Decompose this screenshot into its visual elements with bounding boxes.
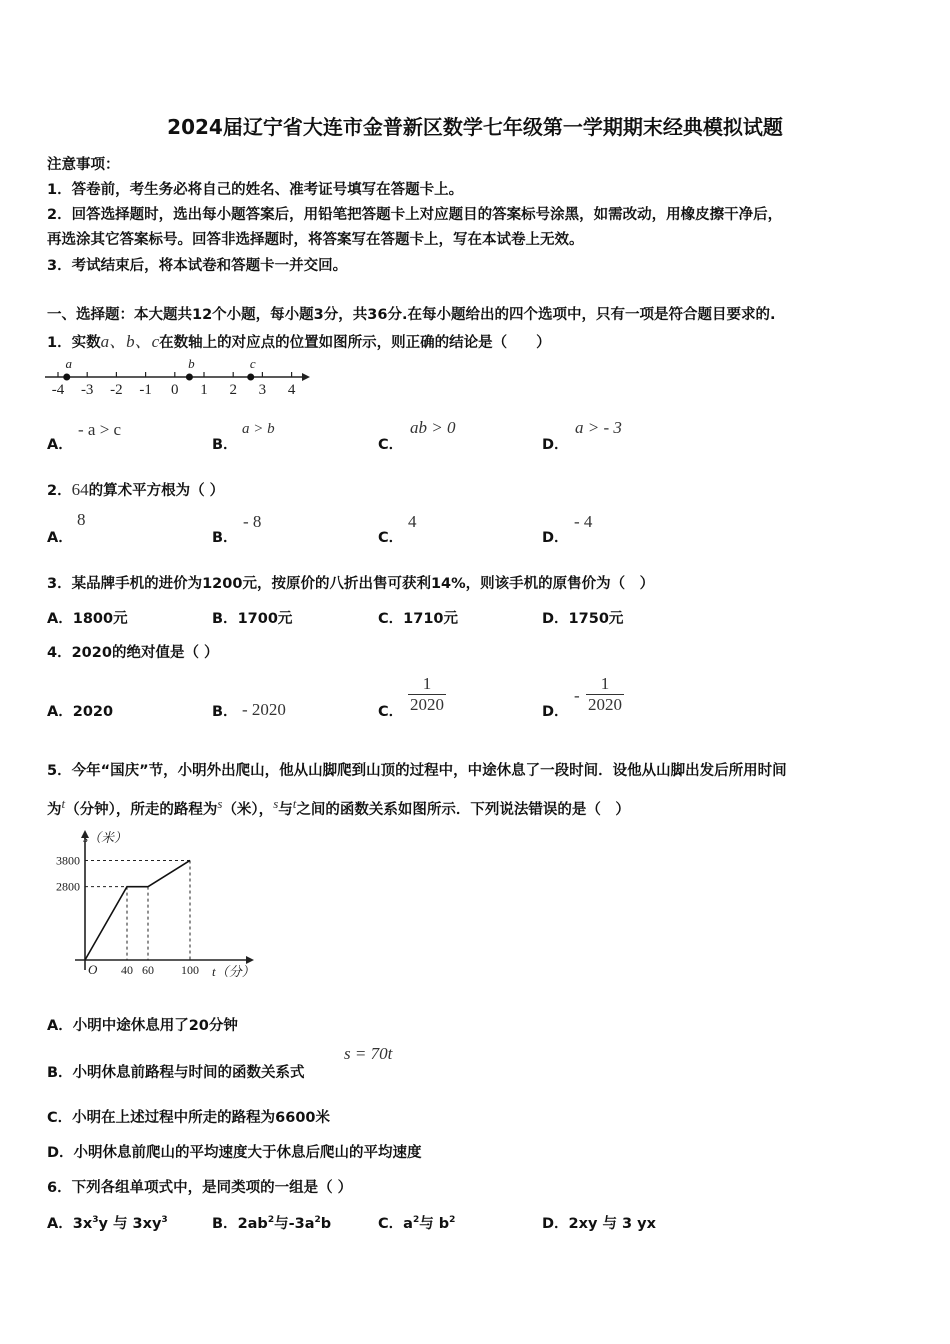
q1-stem-a: 1．实数: [47, 335, 101, 351]
number-line-tick-label: -2: [110, 382, 123, 398]
q6-option-a[interactable]: [47, 1212, 168, 1233]
q2-option-d-expr: - 4: [574, 512, 593, 531]
q5-text: （分钟），所走的路程为: [65, 802, 218, 818]
option-text: 2020: [72, 704, 114, 720]
number-line-tick-label: -1: [139, 382, 152, 398]
number-line-tick-label: 1: [200, 382, 208, 398]
option-letter: B．: [212, 530, 238, 546]
exponent: 2: [449, 1215, 456, 1226]
y-tick-label: 2800: [56, 879, 80, 894]
option-text: a: [403, 1216, 413, 1232]
y-axis-label: s（米）: [83, 830, 128, 845]
origin-label: O: [88, 962, 98, 977]
option-text: 2xy 与 3 yx: [568, 1216, 656, 1232]
page-title: 2024届辽宁省大连市金普新区数学七年级第一学期期末经典模拟试题: [167, 115, 783, 139]
q1-option-a-expr: - a > c: [78, 420, 122, 439]
number-line-point-label: a: [65, 356, 73, 371]
option-text: 1710元: [403, 611, 459, 627]
q2-num: 2．: [47, 483, 72, 499]
exponent: 2: [314, 1215, 321, 1226]
option-letter: B．: [212, 704, 238, 720]
q5-var-t: t: [292, 796, 297, 811]
notice-item: 3．考试结束后，将本试卷和答题卡一并交回。: [47, 258, 348, 274]
option-text: 与-3a: [274, 1216, 315, 1232]
q1-option-b-expr: a > b: [242, 421, 275, 437]
q5-stem-line1: 5．今年“国庆”节，小明外出爬山，他从山脚爬到山顶的过程中，中途休息了一段时间．设他从山脚出发后所用时间: [47, 763, 787, 779]
exponent: 3: [161, 1215, 168, 1226]
q3-option-d[interactable]: [542, 607, 623, 628]
number-line-arrow: [302, 373, 310, 381]
q4-option-c-fraction: [408, 674, 446, 715]
q2-stem-text: 的算术平方根为（ ）: [88, 483, 225, 499]
number-line-point-label: b: [188, 356, 195, 371]
q5-var-s: s: [217, 796, 223, 811]
q5-var-t: t: [61, 796, 66, 811]
option-letter: A．: [47, 530, 73, 546]
q1-option-b[interactable]: [212, 433, 238, 454]
exponent: 2: [412, 1215, 420, 1226]
option-letter: B．: [212, 611, 238, 627]
q5-text: 为: [47, 802, 62, 818]
number-line-tick-label: 4: [287, 382, 296, 398]
notice-item: 2．回答选择题时，选出每小题答案后，用铅笔把答题卡上对应题目的答案标号涂黑，如需改动，用橡皮擦干净后，: [47, 207, 783, 223]
option-text: 与 b: [419, 1216, 450, 1232]
distance-series-line: [85, 860, 190, 960]
number-line: [40, 352, 320, 402]
option-text: b: [320, 1216, 332, 1232]
q1-option-d[interactable]: [542, 433, 569, 454]
option-letter: C．: [378, 611, 404, 627]
q5-var-s: s: [273, 796, 279, 811]
number-line-point-label: c: [249, 356, 256, 371]
fraction-numerator: 1: [586, 674, 624, 695]
exponent: 2: [267, 1215, 275, 1226]
number-line-tick-label: -3: [80, 382, 94, 398]
option-letter: D．: [542, 530, 569, 546]
exponent: 3: [92, 1215, 99, 1226]
q2-option-c-expr: 4: [408, 512, 417, 531]
x-tick-label: 100: [181, 963, 199, 977]
q5-option-b[interactable]: B．小明休息前路程与时间的函数关系式: [47, 1065, 305, 1081]
number-line-tick-label: 0: [171, 382, 179, 398]
q6-option-b[interactable]: [212, 1212, 331, 1233]
q5-option-d[interactable]: D．小明休息前爬山的平均速度大于休息后爬山的平均速度: [47, 1145, 422, 1161]
option-letter: D．: [542, 1216, 569, 1232]
option-text: 3x: [72, 1216, 93, 1232]
option-letter: C．: [378, 704, 404, 720]
q3-stem: 3．某品牌手机的进价为1200元，按原价的八折出售可获利14%，则该手机的原售价为（ ）: [47, 576, 655, 592]
notice-heading: 注意事项：: [47, 157, 120, 173]
q5-option-a[interactable]: A．小明中途休息用了20分钟: [47, 1018, 238, 1034]
number-line-point-b: [186, 374, 193, 381]
q4-option-a[interactable]: [47, 700, 113, 721]
q2-option-a-expr: 8: [77, 510, 86, 529]
option-letter: C．: [378, 1216, 404, 1232]
fraction-denominator: 2020: [410, 695, 444, 714]
option-letter: B．: [212, 437, 238, 453]
fraction-numerator: 1: [408, 674, 446, 695]
q5-text: （米），: [222, 802, 274, 818]
number-line-tick-label: 3: [258, 382, 267, 398]
option-letter: A．: [47, 1216, 73, 1232]
q1-option-d-expr: a > - 3: [575, 418, 622, 437]
option-text: 1800元: [72, 611, 128, 627]
fraction-denominator: 2020: [588, 695, 622, 714]
x-tick-label: 60: [142, 963, 154, 977]
option-letter: D．: [542, 704, 569, 720]
option-letter: D．: [542, 611, 569, 627]
option-letter: C．: [378, 437, 404, 453]
q2-value: 64: [71, 480, 89, 499]
notice-item: 再选涂其它答案标号。回答非选择题时，将答案写在答题卡上，写在本试卷上无效。: [47, 232, 584, 248]
q3-option-b[interactable]: [212, 607, 292, 628]
q5-text: 之间的函数关系如图所示．下列说法错误的是（ ）: [296, 802, 630, 818]
q6-option-c[interactable]: [378, 1212, 455, 1233]
q2-option-a[interactable]: [47, 526, 73, 547]
q1-option-c-expr: ab > 0: [410, 418, 456, 437]
q1-vars: a、b、c: [100, 332, 160, 351]
q5-option-c[interactable]: C．小明在上述过程中所走的路程为6600米: [47, 1110, 330, 1126]
number-line-point-a: [63, 374, 70, 381]
q2-stem: [47, 479, 224, 500]
q1-stem-b: 在数轴上的对应点的位置如图所示，则正确的结论是（ ）: [159, 335, 551, 351]
x-tick-label: 40: [121, 963, 133, 977]
option-text: 2ab: [237, 1216, 268, 1232]
q2-option-b-expr: - 8: [243, 512, 262, 531]
notice-item: 1．答卷前，考生务必将自己的姓名、准考证号填写在答题卡上。: [47, 182, 464, 198]
distance-time-chart: [40, 822, 270, 992]
q5-stem-line2: [47, 796, 630, 819]
number-line-tick-label: -4: [51, 382, 65, 398]
q4-stem: 4．2020的绝对值是（ ）: [47, 645, 219, 661]
q4-option-d[interactable]: [542, 700, 569, 721]
option-text: 1750元: [568, 611, 624, 627]
y-tick-label: 3800: [56, 853, 80, 868]
q1-stem: [47, 327, 551, 352]
q4-option-d-sign: -: [574, 686, 580, 705]
number-line-tick-label: 2: [229, 382, 237, 398]
option-letter: A．: [47, 704, 73, 720]
q2-option-c[interactable]: [378, 526, 403, 547]
q3-option-c[interactable]: [378, 607, 458, 628]
q6-option-d[interactable]: [542, 1212, 656, 1233]
q4-option-d-fraction: [586, 674, 624, 715]
number-line-point-c: [247, 374, 254, 381]
q2-option-d[interactable]: [542, 526, 569, 547]
q4-option-c[interactable]: [378, 700, 403, 721]
q6-stem: 6．下列各组单项式中，是同类项的一组是（ ）: [47, 1180, 353, 1196]
q3-option-a[interactable]: [47, 607, 128, 628]
option-letter: D．: [542, 437, 569, 453]
q4-option-b[interactable]: [212, 700, 238, 721]
option-letter: A．: [47, 611, 73, 627]
q1-option-a[interactable]: [47, 433, 73, 454]
x-axis-arrow: [246, 956, 254, 964]
q1-option-c[interactable]: [378, 433, 403, 454]
option-text: y 与 3xy: [98, 1216, 162, 1232]
option-letter: A．: [47, 437, 73, 453]
x-axis-label: t（分）: [212, 964, 255, 979]
option-text: 1700元: [237, 611, 293, 627]
q4-option-b-expr: - 2020: [242, 700, 286, 719]
option-letter: C．: [378, 530, 404, 546]
q5-option-b-expr: s = 70t: [344, 1044, 393, 1063]
section-heading: 一、选择题：本大题共12个小题，每小题3分，共36分.在每小题给出的四个选项中，只有一项是符合题目要求的.: [47, 307, 776, 323]
q5-text: 与: [278, 802, 293, 818]
option-letter: B．: [212, 1216, 238, 1232]
q2-option-b[interactable]: [212, 526, 238, 547]
